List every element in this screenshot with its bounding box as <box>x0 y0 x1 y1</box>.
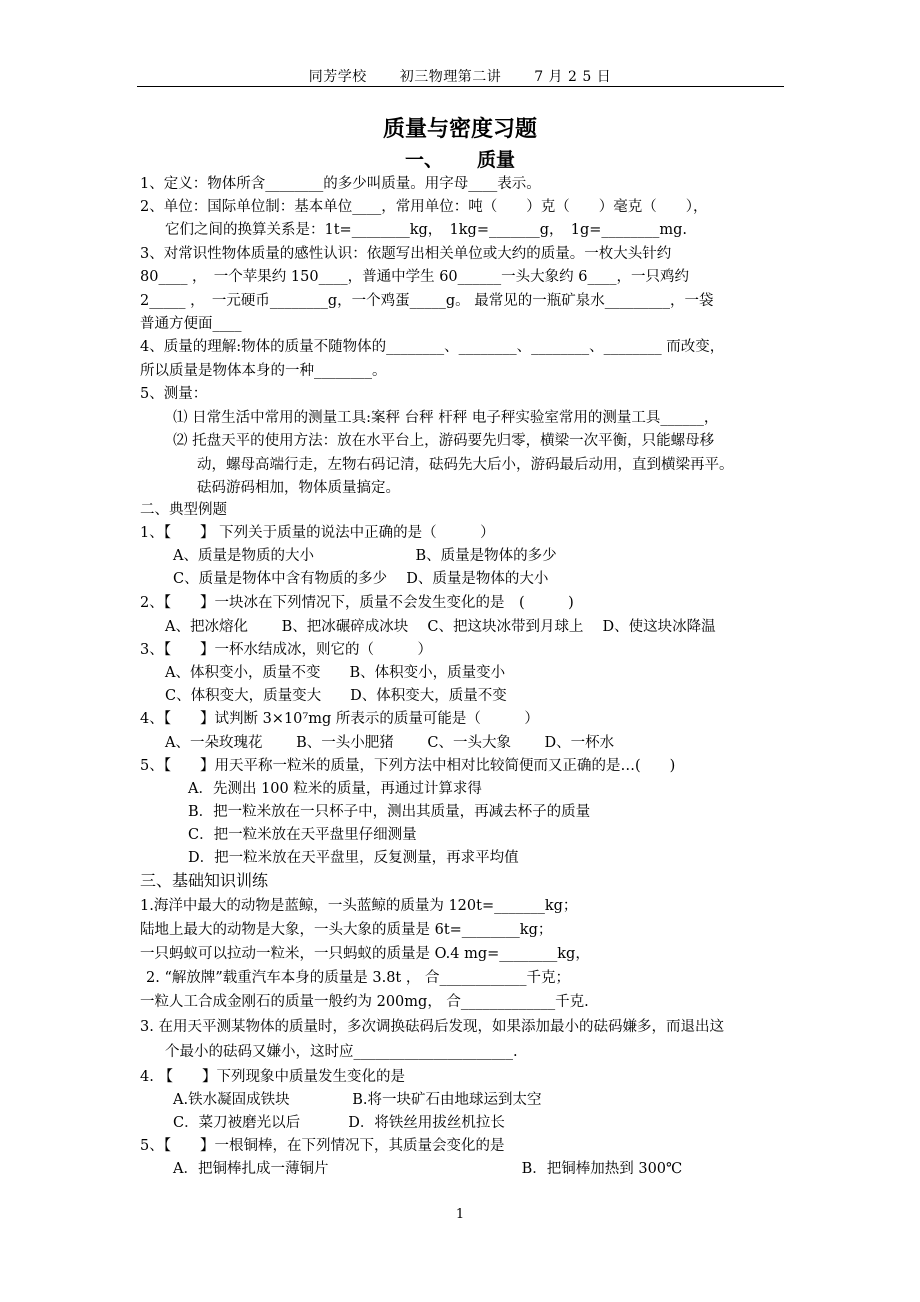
option-line: A、把冰熔化 B、把冰碾碎成冰块 C、把这块冰带到月球上 D、使这块冰降温 <box>165 619 716 635</box>
text-line: 4、质量的理解:物体的质量不随物体的________、________、________、________ 而改变， <box>140 339 725 355</box>
text-line: ⑵ 托盘天平的使用方法：放在水平台上，游码要先归零，横梁一次平衡，只能螺母移 <box>173 433 715 449</box>
header-lesson: 初三物理第二讲 <box>399 69 502 85</box>
text-line: 3. 在用天平测某物体的质量时，多次调换砝码后发现，如果添加最小的砝码嫌多，而退出这 <box>140 1019 724 1035</box>
text-line: 一粒人工合成金刚石的质量一般约为 200mg， 合_____________千克. <box>140 994 589 1010</box>
text-line: 1、定义：物体所含________的多少叫质量。用字母____表示。 <box>140 176 541 192</box>
header-date: 7 月 2 5 日 <box>534 69 612 85</box>
question-line: 5、【 】一根铜棒，在下列情况下，其质量会变化的是 <box>140 1138 505 1154</box>
text-line: 5、测量： <box>140 386 208 402</box>
text-line: 2. “解放牌”载重汽车本身的质量是 3.8t ， 合____________千克； <box>146 970 570 986</box>
option-line: D．把一粒米放在天平盘里，反复测量，再求平均值 <box>188 850 519 866</box>
section-one-heading <box>0 145 920 172</box>
text-line: 个最小的砝码又嫌小，这时应______________________. <box>165 1044 518 1060</box>
text-line: ⑴ 日常生活中常用的测量工具:案秤 台秤 杆秤 电子秤实验室常用的测量工具______， <box>173 410 719 426</box>
text-line: 2_____ ， 一元硬币________g，一个鸡蛋_____g。 最常见的一瓶矿泉水_________，一袋 <box>140 293 714 309</box>
text-line: 2、单位：国际单位制：基本单位____，常用单位：吨（ ）克（ ）毫克（ ）， <box>140 199 708 215</box>
text-line: 1.海洋中最大的动物是蓝鲸，一头蓝鲸的质量为 120t=_______kg； <box>140 898 578 914</box>
section-heading: 二、典型例题 <box>140 502 227 518</box>
text-line: 动，螺母高端行走，左物右码记清，砝码先大后小，游码最后动用，直到横梁再平。 <box>197 457 734 473</box>
question-line: 4、【 】试判断 3×10⁷mg 所表示的质量可能是（ ） <box>140 711 539 727</box>
option-line: A．先测出 100 粒米的质量，再通过计算求得 <box>188 781 482 797</box>
option-line: C、体积变大，质量变大 D、体积变大，质量不变 <box>165 688 507 704</box>
option-line: A.铁水凝固成铁块 B.将一块矿石由地球运到太空 <box>173 1092 542 1108</box>
question-line: 3、【 】一杯水结成冰，则它的（ ） <box>140 642 432 658</box>
header-school: 同芳学校 <box>308 69 367 85</box>
page-number: 1 <box>455 1207 465 1222</box>
question-line: 2、【 】一块冰在下列情况下，质量不会发生变化的是 ( ) <box>140 595 574 611</box>
option-line: C．菜刀被磨光以后 D．将铁丝用拔丝机拉长 <box>173 1115 505 1131</box>
text-line: 砝码游码相加，物体质量搞定。 <box>197 480 400 496</box>
text-line: 一只蚂蚁可以拉动一粒米，一只蚂蚁的质量是 O.4 mg=________kg， <box>140 946 590 962</box>
option-line: A、一朵玫瑰花 B、一头小肥猪 C、一头大象 D、一杯水 <box>165 735 615 751</box>
option-line: C、质量是物体中含有物质的多少 D、质量是物体的大小 <box>173 571 549 587</box>
option-line: A、质量是物质的大小 B、质量是物体的多少 <box>173 548 557 564</box>
text-line: 普通方便面____ <box>140 316 242 332</box>
text-line: 陆地上最大的动物是大象，一头大象的质量是 6t=________kg； <box>140 922 553 938</box>
section-one-number: 一、 <box>404 149 443 171</box>
option-line: C．把一粒米放在天平盘里仔细测量 <box>188 827 417 843</box>
option-line: A．把铜棒扎成一薄铜片 B．把铜棒加热到 300℃ <box>173 1161 683 1177</box>
text-line: 80____ ， 一个苹果约 150____，普通中学生 60______一头大象约 6____，一只鸡约 <box>140 269 689 285</box>
option-line: B．把一粒米放在一只杯子中，测出其质量，再减去杯子的质量 <box>188 804 591 820</box>
section-one-name: 质量 <box>477 149 516 171</box>
question-line: 4. 【 】下列现象中质量发生变化的是 <box>140 1069 405 1085</box>
page-header <box>0 66 920 86</box>
text-line: 所以质量是物体本身的一种________。 <box>140 363 387 379</box>
document-title: 质量与密度习题 <box>382 116 537 142</box>
section-heading: 三、基础知识训练 <box>140 871 269 890</box>
question-line: 5、【 】用天平称一粒米的质量，下列方法中相对比较简便而又正确的是…( ) <box>140 758 676 774</box>
question-line: 1、【 】 下列关于质量的说法中正确的是（ ） <box>140 525 495 541</box>
header-rule <box>137 86 784 87</box>
text-line: 3、对常识性物体质量的感性认识：依题写出相关单位或大约的质量。一枚大头针约 <box>140 246 672 262</box>
text-line: 它们之间的换算关系是：1t=________kg， 1kg=_______g， 1g=________mg. <box>165 222 688 238</box>
option-line: A、体积变小，质量不变 B、体积变小，质量变小 <box>165 665 506 681</box>
